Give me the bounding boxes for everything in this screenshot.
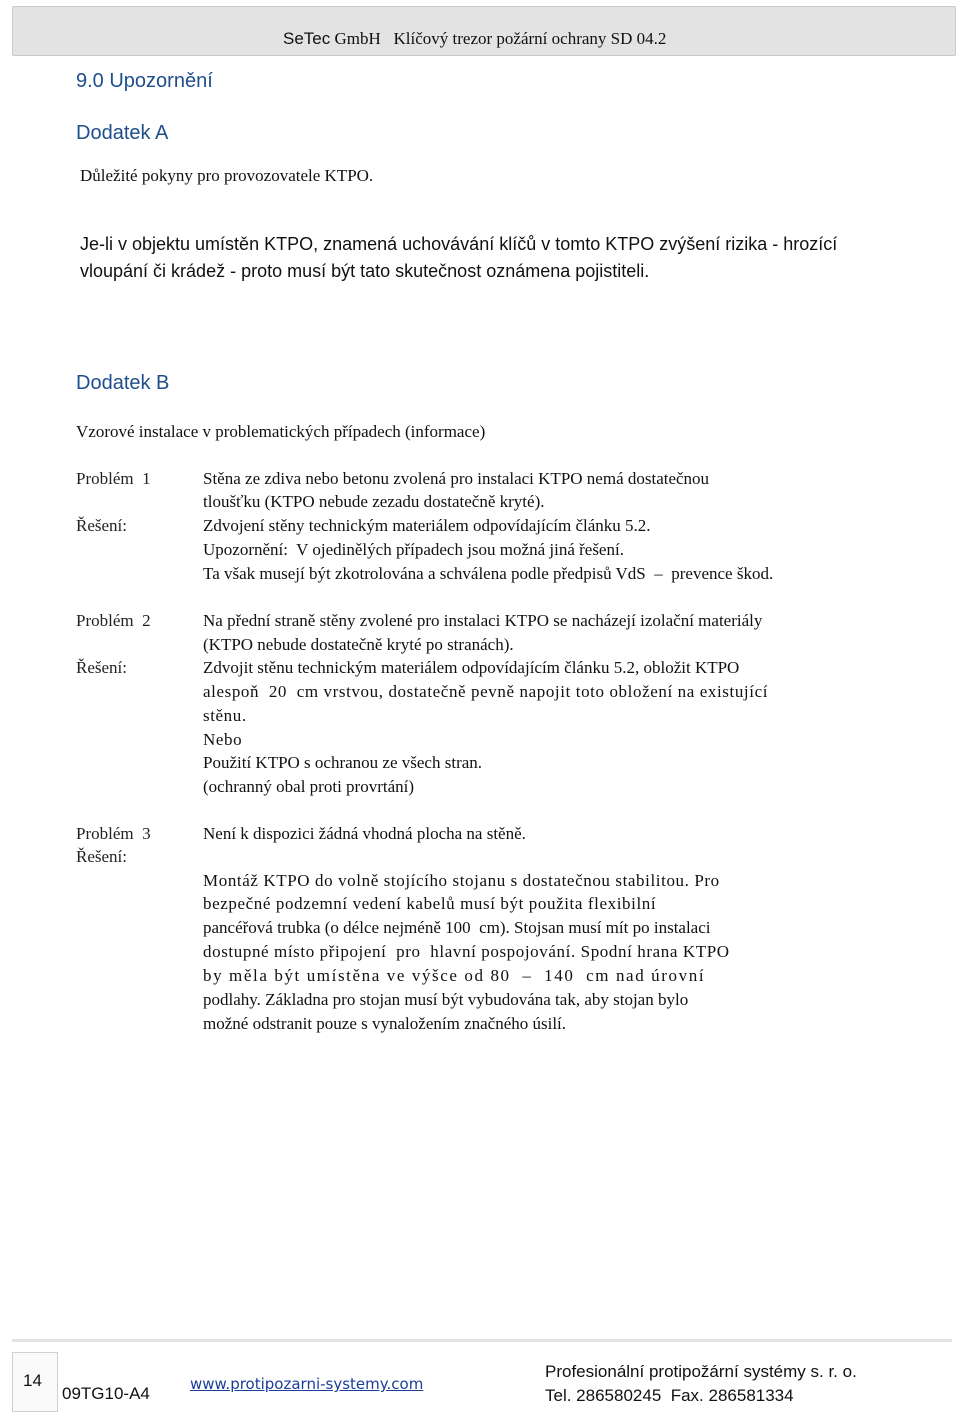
solution-2-line-5: Použití KTPO s ochranou ze všech stran. [203, 753, 483, 772]
solution-1-label: Řešení: [76, 516, 127, 535]
problem-2-label: Problém 2 [76, 611, 151, 630]
problem-2-line-2: (KTPO nebude dostatečně kryté po stranách). [203, 635, 514, 654]
dodatek-a-line-1: Je-li v objektu umístěn KTPO, znamená uchovávání klíčů v tomto KTPO zvýšení rizika - hrozící [80, 234, 838, 254]
solution-2-line-4: Nebo [203, 730, 243, 749]
solution-1-line-2: Upozornění: V ojedinělých případech jsou možná jiná řešení. [203, 540, 624, 559]
solution-2-line-3: stěnu. [203, 706, 247, 725]
solution-3-line-6: podlahy. Základna pro stojan musí být vybudována tak, aby stojan bylo [203, 990, 689, 1009]
section-title: 9.0 Upozornění [76, 70, 213, 92]
solution-3-line-3: pancéřová trubka (o délce nejméně 100 cm). Stojsan musí mít po instalaci [203, 918, 711, 937]
solution-3-line-7: možné odstranit pouze s vynaložením značného úsilí. [203, 1014, 567, 1033]
dodatek-b-subheading: Vzorové instalace v problematických případech (informace) [76, 422, 486, 441]
footer-contact: Tel. 286580245 Fax. 286581334 [545, 1386, 794, 1405]
dodatek-b-heading: Dodatek B [76, 372, 170, 394]
page-number: 14 [23, 1371, 42, 1390]
problem-3-label: Problém 3 [76, 824, 151, 843]
header-title: GmbH Klíčový trezor požární ochrany SD 04.2 [334, 29, 667, 48]
dodatek-a-subheading: Důležité pokyny pro provozovatele KTPO. [80, 166, 374, 185]
solution-2-line-1: Zdvojit stěnu technickým materiálem odpovídajícím článku 5.2, obložit KTPO [203, 658, 740, 677]
footer-company: Profesionální protipožární systémy s. r. o. [545, 1362, 857, 1381]
problem-2-line-1: Na přední straně stěny zvolené pro instalaci KTPO se nacházejí izolační materiály [203, 611, 763, 630]
solution-1-line-1: Zdvojení stěny technickým materiálem odpovídajícím článku 5.2. [203, 516, 651, 535]
solution-2-line-2: alespoň 20 cm vrstvou, dostatečně pevně napojit toto obložení na existující [203, 682, 769, 701]
footer-website-link[interactable]: www.protipozarni-systemy.com [190, 1375, 424, 1393]
page-header [12, 6, 956, 56]
solution-3-line-1: Montáž KTPO do volně stojícího stojanu s dostatečnou stabilitou. Pro [203, 871, 720, 890]
solution-3-line-2: bezpečné podzemní vedení kabelů musí být použita flexibilní [203, 894, 657, 913]
dodatek-a-line-2: vloupání či krádež - proto musí být tato skutečnost oznámena pojistiteli. [80, 261, 650, 281]
footer-doc-code: 09TG10-A4 [62, 1384, 150, 1403]
page-number-box [12, 1352, 58, 1412]
solution-2-line-6: (ochranný obal proti provrtání) [203, 777, 415, 796]
problem-3-line-1: Není k dispozici žádná vhodná plocha na stěně. [203, 824, 526, 843]
page-footer [12, 1339, 952, 1412]
solution-2-label: Řešení: [76, 658, 127, 677]
header-company: SeTec [283, 29, 331, 48]
problem-1-line-1: Stěna ze zdiva nebo betonu zvolená pro instalaci KTPO nemá dostatečnou [203, 469, 710, 488]
problem-1-label: Problém 1 [76, 469, 151, 488]
solution-3-line-4: dostupné místo připojení pro hlavní pospojování. Spodní hrana KTPO [203, 942, 730, 961]
dodatek-a-heading: Dodatek A [76, 122, 169, 144]
problem-1-line-2: tloušťku (KTPO nebude zezadu dostatečně kryté). [203, 492, 545, 511]
solution-1-line-3: Ta však musejí být zkotrolována a schválena podle předpisů VdS – prevence škod. [203, 564, 774, 583]
header-text [283, 29, 666, 49]
solution-3-label: Řešení: [76, 847, 127, 866]
solution-3-line-5: by měla být umístěna ve výšce od 80 – 140 cm nad úrovní [203, 966, 706, 985]
